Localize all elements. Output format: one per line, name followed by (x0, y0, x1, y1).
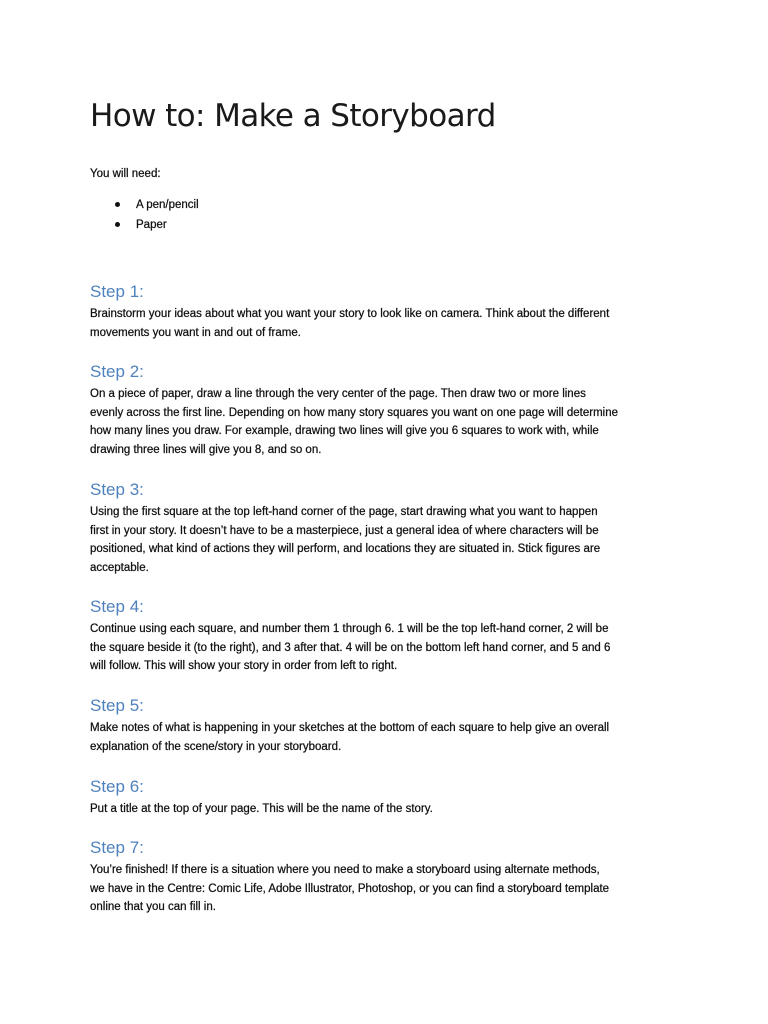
step-7-line: online that you can fill in. (90, 901, 216, 914)
step-2-line: On a piece of paper, draw a line through the very center of the page. Then draw two or more lines (90, 388, 586, 400)
supply-item (90, 217, 390, 237)
bullet-icon (115, 202, 120, 207)
step-3-heading: Step 3: (90, 480, 144, 499)
supply-item-label: Paper (136, 219, 167, 231)
step-1-heading: Step 1: (90, 282, 144, 301)
step-4-section (90, 597, 690, 676)
step-3-line: first in your story. It doesn’t have to be a masterpiece, just a general idea of where characters will be (90, 524, 599, 537)
bullet-icon (115, 222, 120, 227)
needs-label: You will need: (90, 168, 161, 180)
step-7-text (90, 861, 690, 917)
step-7-heading: Step 7: (90, 838, 144, 857)
step-7-line: You’re finished! If there is a situation where you need to make a storyboard using alternate methods, (90, 864, 600, 876)
step-5-heading: Step 5: (90, 696, 144, 715)
step-6-line: Put a title at the top of your page. This will be the name of the story. (90, 803, 433, 815)
step-3-line: Using the first square at the top left-hand corner of the page, start drawing what you want to happen (90, 506, 598, 518)
supply-item-label: A pen/pencil (136, 199, 199, 211)
step-1-text (90, 305, 690, 342)
step-2-section (90, 362, 690, 460)
step-6-heading: Step 6: (90, 777, 144, 796)
step-7-section (90, 838, 690, 917)
step-2-line: evenly across the first line. Depending on how many story squares you want on one page will determine (90, 406, 619, 419)
step-1-section (90, 282, 690, 342)
supply-item (90, 197, 390, 217)
step-5-text (90, 719, 690, 756)
step-5-line: explanation of the scene/story in your storyboard. (90, 740, 342, 753)
step-2-line: how many lines you draw. For example, drawing two lines will give you 6 squares to work with, while (90, 425, 599, 438)
step-4-line: Continue using each square, and number them 1 through 6. 1 will be the top left-hand corner, 2 will be (90, 623, 609, 635)
step-2-text (90, 385, 690, 460)
page-title: How to: Make a Storyboard (90, 98, 496, 134)
step-4-text (90, 620, 690, 676)
step-3-line: positioned, what kind of actions they will perform, and locations they are situated in. Stick figures are (90, 543, 601, 556)
step-1-line: movements you want in and out of frame. (90, 326, 301, 339)
step-1-line: Brainstorm your ideas about what you want your story to look like on camera. Think about the different (90, 308, 610, 320)
supplies-list (90, 197, 390, 237)
step-3-text (90, 503, 690, 578)
step-5-section (90, 696, 690, 756)
step-7-line: we have in the Centre: Comic Life, Adobe Illustrator, Photoshop, or you can find a storyboard template (90, 882, 610, 895)
step-4-line: will follow. This will show your story in order from left to right. (90, 660, 398, 673)
step-6-section (90, 777, 690, 819)
step-2-heading: Step 2: (90, 362, 144, 381)
step-5-line: Make notes of what is happening in your sketches at the bottom of each square to help give an overall (90, 722, 610, 734)
step-2-line: drawing three lines will give you 8, and so on. (90, 444, 322, 457)
step-4-line: the square beside it (to the right), and 3 after that. 4 will be on the bottom left hand corner, and 5 and 6 (90, 641, 611, 654)
step-3-line: acceptable. (90, 562, 149, 575)
step-3-section (90, 480, 690, 578)
step-6-text (90, 800, 690, 819)
step-4-heading: Step 4: (90, 597, 144, 616)
